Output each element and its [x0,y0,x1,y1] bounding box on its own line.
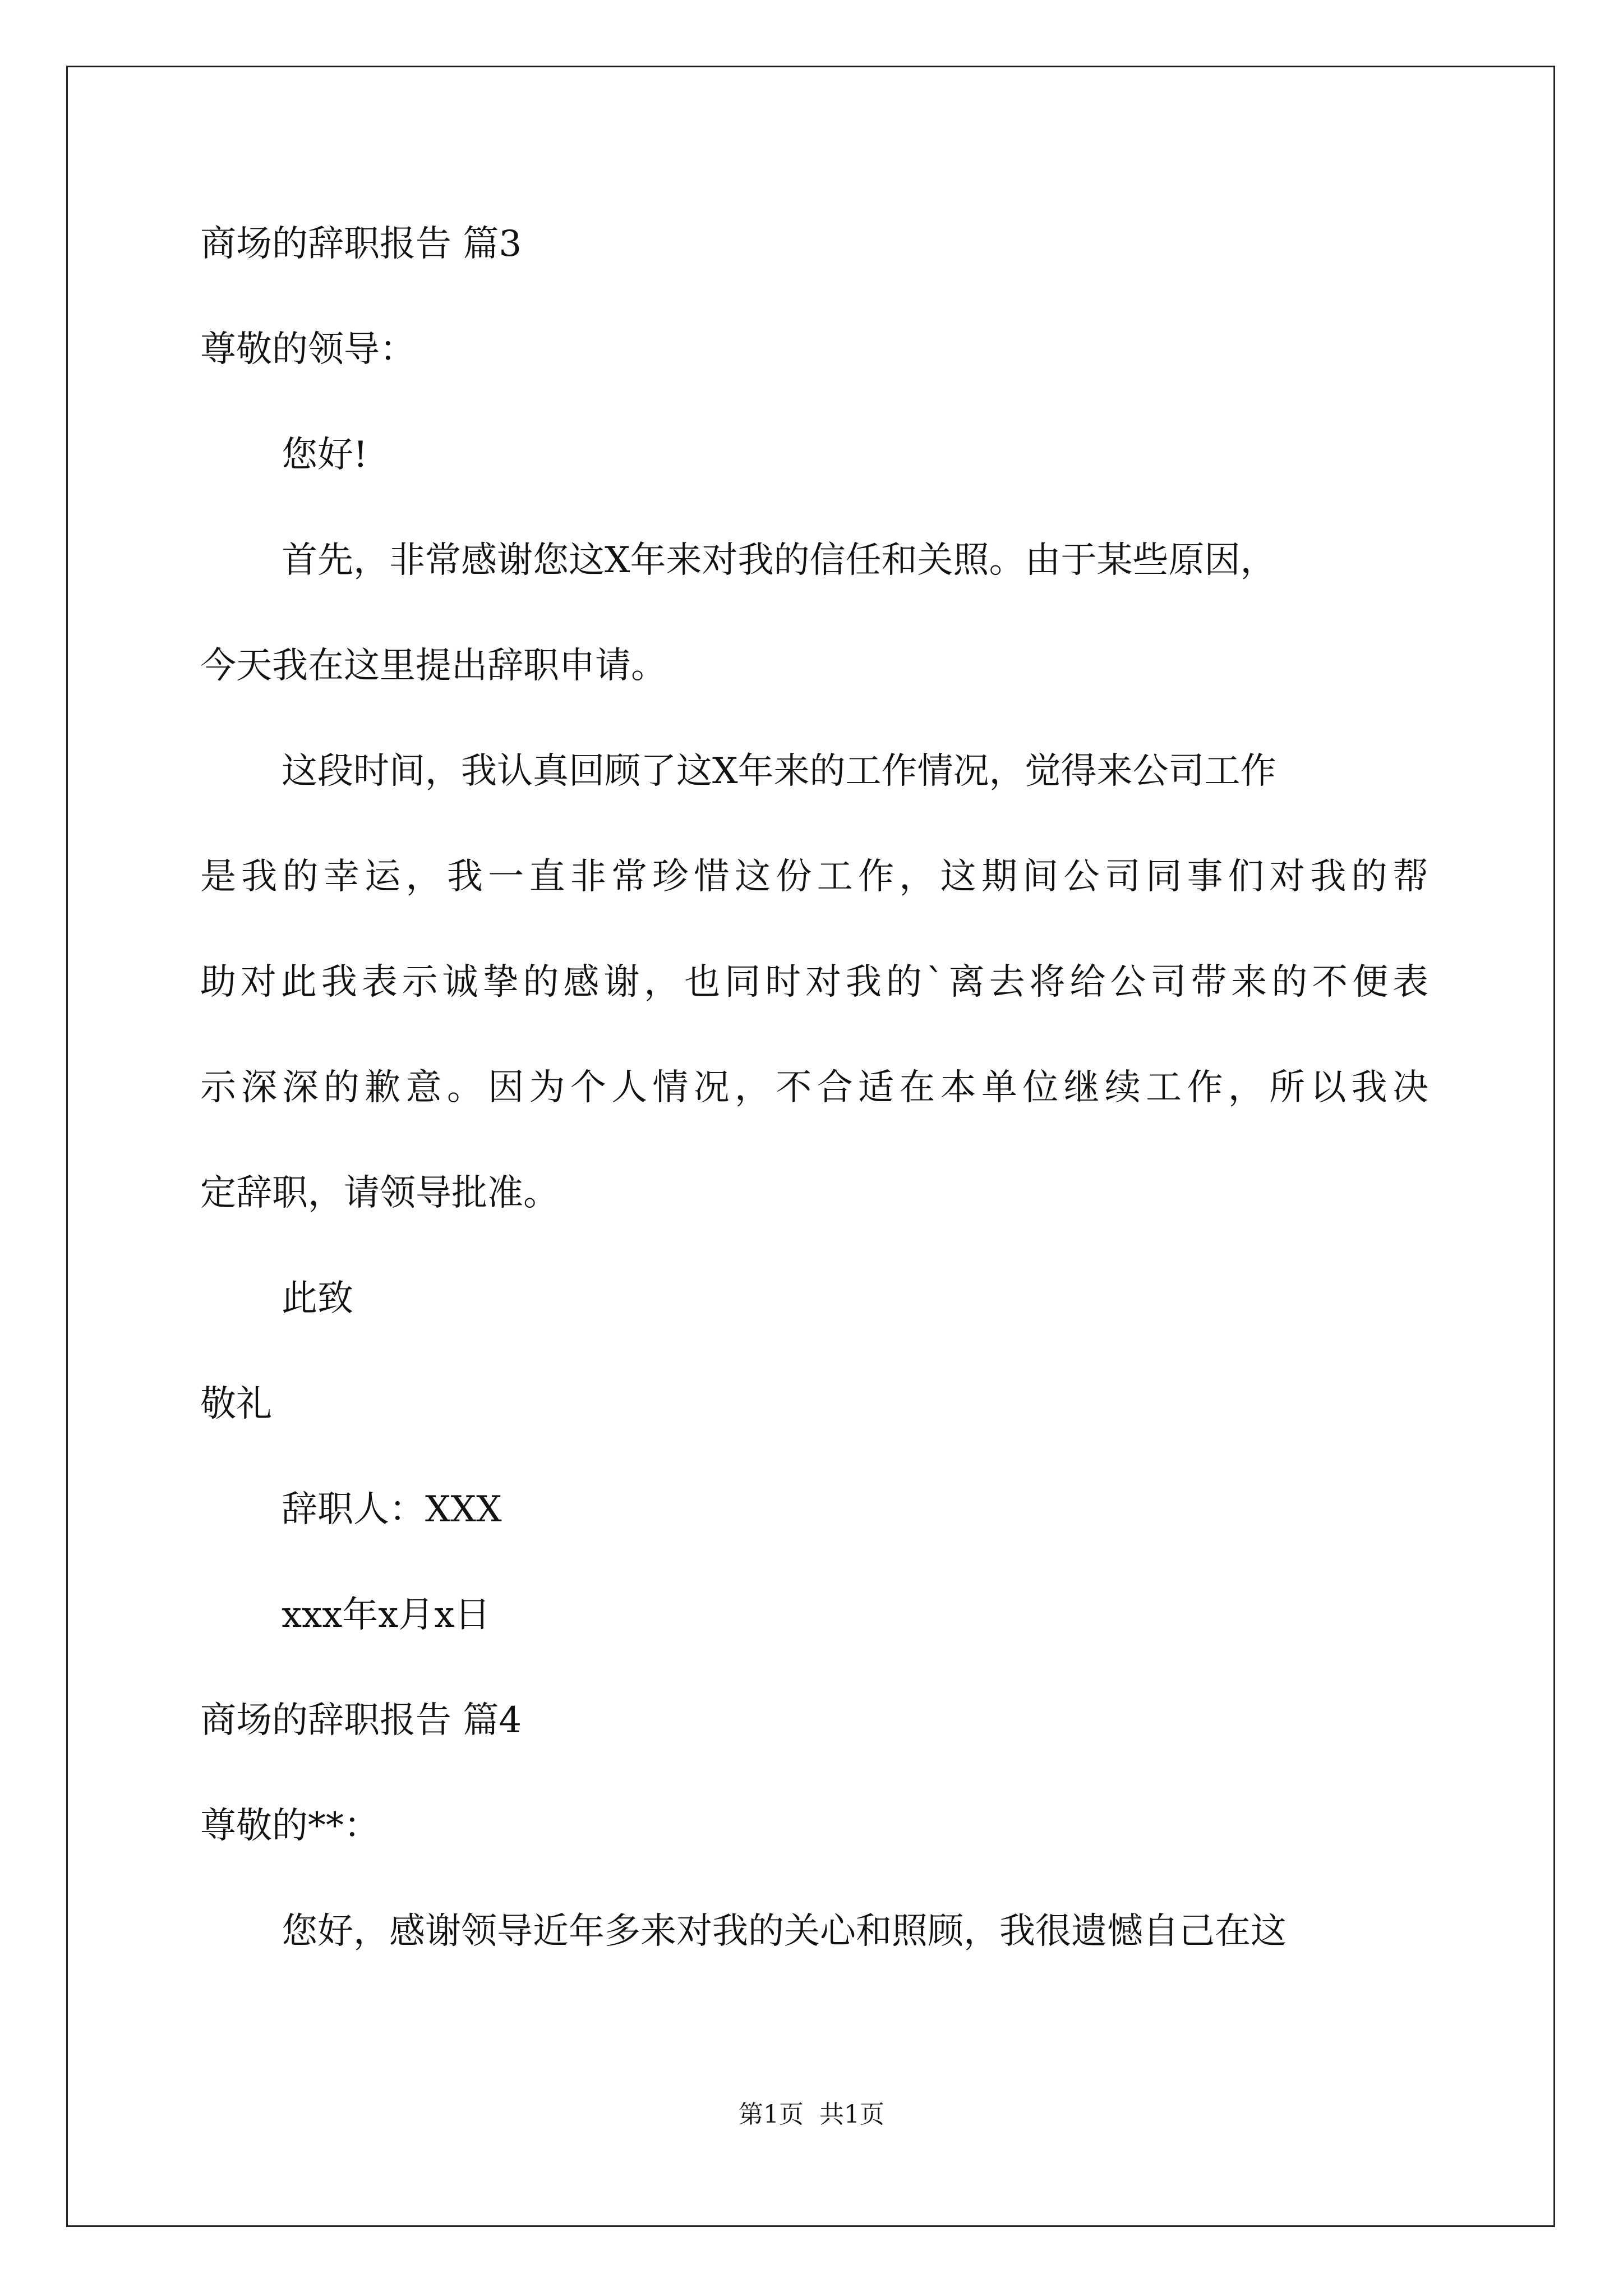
signature: 辞职人：XXX [282,1489,502,1530]
body-line: 助对此我表示诚挚的感谢，也同时对我的`离去将给公司带来的不便表 [200,961,1428,1003]
closing-salute: 敬礼 [200,1383,272,1425]
body-line: 您好，感谢领导近年多来对我的关心和照顾，我很遗憾自己在这 [282,1911,1287,1952]
page-indicator: 第1页 共1页 [739,2100,884,2129]
greeting: 您好! [282,434,368,476]
salutation: 尊敬的领导： [200,329,416,370]
section-heading-4: 商场的辞职报告 篇4 [200,1700,522,1741]
body-line: 今天我在这里提出辞职申请。 [200,645,667,687]
body-line: 这段时间，我认真回顾了这X年来的工作情况，觉得来公司工作 [282,751,1276,792]
section-heading-3: 商场的辞职报告 篇3 [200,223,522,265]
closing-line: 此致 [282,1278,353,1319]
body-line: 首先，非常感谢您这X年来对我的信任和关照。由于某些原因， [282,540,1276,581]
body-line: 是我的幸运，我一直非常珍惜这份工作，这期间公司同事们对我的帮 [200,856,1428,898]
page-border [66,66,1555,2227]
body-line: 定辞职，请领导批准。 [200,1172,559,1214]
date-line: xxx年x月x日 [282,1594,491,1636]
salutation: 尊敬的**： [200,1805,380,1847]
body-line: 示深深的歉意。因为个人情况，不合适在本单位继续工作，所以我决 [200,1067,1428,1108]
